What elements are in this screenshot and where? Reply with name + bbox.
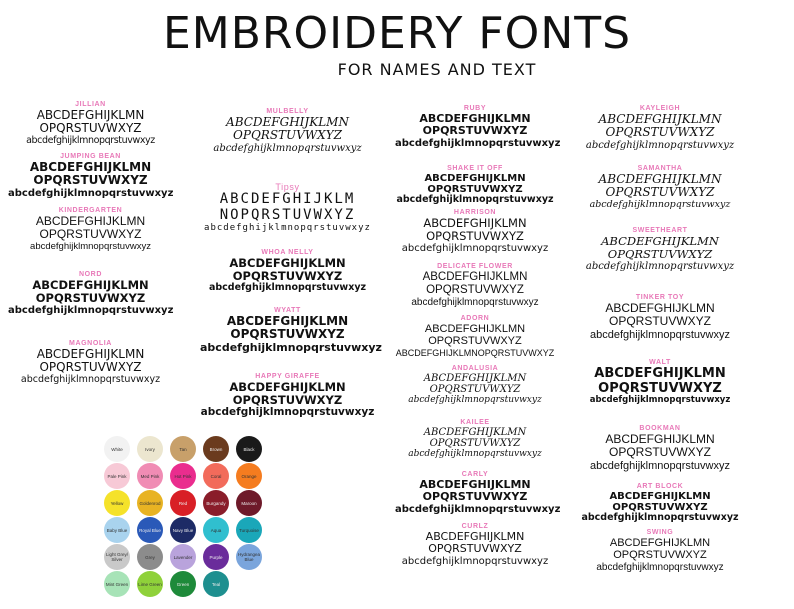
color-swatch-med-pink bbox=[137, 463, 163, 489]
font-sample-uppercase: OPQRSTUVWXYZ bbox=[605, 125, 715, 140]
font-name: WHOA NELLY bbox=[261, 249, 314, 256]
color-swatch-label: Brown bbox=[209, 446, 223, 452]
font-sample-uppercase: OPQRSTUVWXYZ bbox=[39, 360, 142, 375]
color-swatch-orange bbox=[236, 463, 262, 489]
color-swatch-label: Burgandy bbox=[206, 500, 226, 506]
font-sample-uppercase: ABCDEFGHIJKLMN bbox=[605, 301, 715, 315]
font-sample-uppercase: ABCDEFGHIJKLMN bbox=[424, 173, 526, 184]
font-sample-uppercase: ABCDEFGHIJKLMN bbox=[36, 347, 145, 361]
color-swatch-black bbox=[236, 436, 262, 462]
font-sample-uppercase: OPQRSTUVWXYZ bbox=[429, 384, 521, 396]
font-sample-lowercase: abcdefghijklmnopqrstuvwxyz bbox=[8, 187, 174, 199]
font-sample-uppercase: ABCDEFGHIJKLMN bbox=[594, 366, 726, 381]
font-sample-uppercase: OPQRSTUVWXYZ bbox=[232, 392, 343, 407]
page-subtitle: FOR NAMES AND TEXT bbox=[337, 60, 537, 79]
color-swatch-green bbox=[170, 571, 196, 597]
font-sample-lowercase: abcdefghijklmnopqrstuvwxyz bbox=[408, 395, 542, 406]
font-sample-uppercase: OPQRSTUVWXYZ bbox=[232, 268, 343, 283]
font-sample-uppercase: ABCDEFGHIJKLMN bbox=[425, 530, 525, 543]
font-sample-uppercase: OPQRSTUVWXYZ bbox=[429, 438, 521, 450]
color-swatch-brown bbox=[203, 436, 229, 462]
font-sample-uppercase: OPQRSTUVWXYZ bbox=[230, 327, 345, 342]
color-swatch-lavender bbox=[170, 544, 196, 570]
font-sample-uppercase: ABCDEFGHIJKLMN bbox=[226, 314, 349, 328]
font-name: TINKER TOY bbox=[635, 294, 685, 301]
color-swatch-purple bbox=[203, 544, 229, 570]
color-swatch-maroon bbox=[236, 490, 262, 516]
font-sample-lowercase: abcdefghijklmnopqrstuvwxyz bbox=[581, 512, 739, 524]
font-sample-delicate-flower bbox=[395, 262, 555, 308]
font-sample-uppercase: ABCDEFGHIJKLMN bbox=[609, 491, 711, 502]
font-sample-uppercase: OPQRSTUVWXYZ bbox=[608, 445, 711, 460]
font-sample-uppercase: ABCDEFGHIJKLMN bbox=[424, 323, 526, 335]
color-swatch-light-grey-silver bbox=[104, 544, 130, 570]
font-name: DELICATE FLOWER bbox=[437, 263, 513, 270]
font-name: CURLZ bbox=[461, 523, 489, 530]
font-name: SWEETHEART bbox=[632, 227, 688, 234]
font-sample-lowercase: abcdefghijklmnopqrstuvwxyz bbox=[208, 281, 367, 293]
font-name: HARRISON bbox=[453, 209, 497, 216]
font-sample-uppercase: ABCDEFGHIJKLMN bbox=[423, 427, 527, 438]
color-swatch-red bbox=[170, 490, 196, 516]
color-swatch-label: Light Grey/ Silver bbox=[105, 552, 128, 562]
color-swatch-tan bbox=[170, 436, 196, 462]
font-name: MULBELLY bbox=[266, 108, 309, 115]
font-sample-uppercase: ABCDEFGHIJKLMN bbox=[423, 373, 527, 384]
font-name: Tipsy bbox=[275, 182, 300, 192]
color-swatch-label: White bbox=[111, 446, 123, 452]
font-sample-samantha bbox=[580, 164, 740, 211]
font-name: KAYLEIGH bbox=[639, 105, 681, 112]
font-sample-kayleigh bbox=[580, 104, 740, 151]
color-swatch-pale-pink bbox=[104, 463, 130, 489]
color-swatch-label: Baby Blue bbox=[106, 527, 128, 533]
color-swatch-label: Purple bbox=[209, 554, 223, 560]
font-name: HAPPY GIRAFFE bbox=[255, 373, 320, 380]
color-swatch-aqua bbox=[203, 517, 229, 543]
font-name: KAILEE bbox=[460, 419, 490, 426]
font-sample-lowercase: abcdefghijklmnopqrstuvwxyz bbox=[213, 142, 362, 154]
font-sample-lowercase: abcdefghijklmnopqrstuvwxyz bbox=[200, 340, 382, 354]
font-sample-kailee bbox=[395, 418, 555, 459]
font-name: NORD bbox=[78, 271, 102, 278]
font-sample-whoa-nelly bbox=[200, 248, 375, 293]
font-sample-lowercase: abcdefghijklmnopqrstuvwxyz bbox=[408, 449, 542, 460]
color-swatch-label: Yellow bbox=[110, 500, 124, 506]
font-sample-lowercase: abcdefghijklmnopqrstuvwxyz bbox=[200, 405, 375, 418]
color-swatch-mint-green bbox=[104, 571, 130, 597]
color-swatch-label: Aqua bbox=[210, 527, 222, 533]
color-swatch-grey bbox=[137, 544, 163, 570]
font-sample-ruby bbox=[395, 104, 561, 149]
font-sample-lowercase: ABCDEFGHIJKLMNOPQRSTUVWXYZ bbox=[395, 347, 555, 358]
font-sample-lowercase: abcdefghijklmnopqrstuvwxyz bbox=[589, 328, 730, 341]
font-name: WYATT bbox=[274, 307, 301, 314]
color-swatch-label: Grey bbox=[145, 554, 155, 560]
color-swatch-burgandy bbox=[203, 490, 229, 516]
color-swatch-label: Hydrangea Blue bbox=[237, 552, 260, 562]
font-sample-uppercase: OPQRSTUVWXYZ bbox=[39, 121, 142, 136]
color-swatch-label: Hot Pink bbox=[174, 473, 192, 479]
font-sample-lowercase: abcdefghijklmnopqrstuvwxyz bbox=[589, 395, 731, 406]
color-swatch-label: Black bbox=[243, 446, 255, 452]
font-name: JILLIAN bbox=[75, 101, 106, 108]
color-swatch-royal-blue bbox=[137, 517, 163, 543]
font-name: ANDALUSIA bbox=[451, 365, 499, 372]
font-sample-uppercase: ABCDEFGHIJKLMN bbox=[229, 256, 346, 270]
font-name: JUMPING BEAN bbox=[60, 153, 121, 160]
color-swatch-label: Orange bbox=[241, 473, 257, 479]
font-sample-lowercase: abcdefghijklmnopqrstuvwxyz bbox=[26, 134, 155, 146]
font-sample-uppercase: OPQRSTUVWXYZ bbox=[598, 380, 722, 396]
font-sample-uppercase: OPQRSTUVWXYZ bbox=[33, 173, 148, 188]
font-sample-lowercase: abcdefghijklmnopqrstuvwxyz bbox=[20, 373, 161, 385]
color-swatch-label: Lavender bbox=[173, 554, 193, 560]
color-swatch-label: Coral bbox=[210, 473, 222, 479]
page-title: EMBROIDERY FONTS bbox=[162, 8, 632, 59]
color-swatch-label: Navy Blue bbox=[172, 527, 194, 533]
font-sample-lowercase: abcdefghijklmnopqrstuvwxyz bbox=[401, 242, 549, 254]
font-sample-harrison bbox=[395, 208, 555, 254]
font-sample-uppercase: OPQRSTUVWXYZ bbox=[39, 227, 142, 242]
font-name: WALT bbox=[649, 359, 671, 366]
color-swatch-label: Goldenrod bbox=[139, 500, 161, 506]
font-sample-bookman bbox=[580, 424, 740, 472]
font-sample-nord bbox=[8, 270, 173, 316]
font-sample-uppercase: ABCDEFGHIJKLMN bbox=[422, 271, 528, 283]
font-sample-uppercase: ABCDEFGHIJKLMN bbox=[36, 108, 145, 122]
font-sample-happy-giraffe bbox=[200, 372, 375, 419]
color-swatch-label: Red bbox=[178, 500, 188, 506]
font-sample-walt bbox=[580, 358, 740, 406]
font-sample-magnolia bbox=[8, 339, 173, 386]
font-sample-carly bbox=[395, 470, 561, 515]
font-sample-uppercase: ABCDEFGHIJKLM bbox=[219, 191, 356, 207]
color-swatch-lime-green bbox=[137, 571, 163, 597]
font-sample-uppercase: OPQRSTUVWXYZ bbox=[608, 314, 711, 329]
color-swatch-label: Ivory bbox=[145, 446, 155, 452]
font-sample-uppercase: ABCDEFGHIJKLMN bbox=[35, 214, 146, 228]
font-sample-uppercase: OPQRSTUVWXYZ bbox=[422, 490, 528, 504]
color-swatch-turquoise bbox=[236, 517, 262, 543]
color-swatch-ivory bbox=[137, 436, 163, 462]
color-swatch-label: Tan bbox=[179, 446, 187, 452]
font-sample-lowercase: abcdefghijklmnopqrstuvwxyz bbox=[30, 240, 151, 252]
font-sample-lowercase: abcdefghijklmnopqrstuvwxyz bbox=[395, 503, 561, 515]
color-swatch-label: Med Pink bbox=[140, 473, 160, 479]
color-swatch-baby-blue bbox=[104, 517, 130, 543]
font-sample-uppercase: OPQRSTUVWXYZ bbox=[428, 335, 522, 348]
font-sample-tinker-toy bbox=[580, 293, 740, 341]
font-sample-uppercase: OPQRSTUVWXYZ bbox=[607, 246, 713, 261]
font-sample-mulbelly bbox=[205, 107, 370, 154]
font-sample-adorn bbox=[395, 314, 555, 358]
font-sample-uppercase: OPQRSTUVWXYZ bbox=[428, 542, 522, 556]
font-sample-andalusia bbox=[395, 364, 555, 405]
font-sample-uppercase: ABCDEFGHIJKLMN bbox=[229, 380, 346, 394]
font-sample-lowercase: abcdefghijklmnopqrstuvwxyz bbox=[396, 194, 554, 206]
color-swatch-label: Teal bbox=[211, 581, 221, 587]
font-sample-lowercase: abcdefghijklmnopqrstuvwxyz bbox=[204, 223, 371, 234]
font-sample-tipsy bbox=[200, 183, 375, 233]
color-swatch-label: Green bbox=[176, 581, 190, 587]
color-swatch-coral bbox=[203, 463, 229, 489]
color-swatch-hydrangea-blue bbox=[236, 544, 262, 570]
color-swatch-label: Mint Green bbox=[105, 581, 129, 587]
font-sample-sweetheart bbox=[580, 226, 740, 272]
font-sample-uppercase: OPQRSTUVWXYZ bbox=[612, 502, 708, 514]
font-sample-lowercase: abcdefghijklmnopqrstuvwxyz bbox=[585, 139, 735, 151]
font-sample-uppercase: ABCDEFGHIJKLMN bbox=[423, 216, 527, 230]
font-sample-lowercase: abcdefghijklmnopqrstuvwxyz bbox=[395, 137, 561, 149]
font-name: MAGNOLIA bbox=[69, 340, 112, 347]
font-name: SAMANTHA bbox=[637, 165, 683, 172]
font-name: SWING bbox=[646, 529, 674, 536]
font-name: SHAKE IT OFF bbox=[447, 165, 503, 172]
color-swatch-yellow bbox=[104, 490, 130, 516]
font-sample-lowercase: abcdefghijklmnopqrstuvwxyz bbox=[596, 561, 724, 573]
font-name: RUBY bbox=[463, 105, 487, 112]
color-swatch-hot-pink bbox=[170, 463, 196, 489]
color-swatch-white bbox=[104, 436, 130, 462]
font-sample-uppercase: OPQRSTUVWXYZ bbox=[613, 549, 707, 562]
font-sample-uppercase: ABCDEFGHIJKLMN bbox=[29, 160, 152, 174]
font-sample-uppercase: OPQRSTUVWXYZ bbox=[233, 128, 342, 143]
font-sample-uppercase: OPQRSTUVWXYZ bbox=[426, 228, 524, 243]
font-sample-lowercase: abcdefghijklmnopqrstuvwxyz bbox=[411, 296, 539, 308]
font-sample-uppercase: ABCDEFGHIJKLMN bbox=[605, 432, 715, 446]
font-sample-lowercase: abcdefghijklmnopqrstuvwxyz bbox=[8, 304, 174, 316]
color-swatch-label: Maroon bbox=[241, 500, 257, 506]
color-swatch-goldenrod bbox=[137, 490, 163, 516]
color-swatch-label: Turquoise bbox=[239, 527, 259, 533]
font-sample-uppercase: OPQRSTUVWXYZ bbox=[422, 124, 528, 138]
color-swatch-teal bbox=[203, 571, 229, 597]
font-sample-wyatt bbox=[200, 306, 382, 354]
font-sample-uppercase: OPQRSTUVWXYZ bbox=[426, 283, 524, 296]
font-sample-jumping-bean bbox=[8, 152, 173, 199]
font-sample-uppercase: ABCDEFGHIJKLMN bbox=[419, 112, 531, 125]
font-sample-uppercase: ABCDEFGHIJKLMN bbox=[598, 112, 722, 126]
font-sample-lowercase: abcdefghijklmnopqrstuvwxyz bbox=[589, 459, 730, 472]
color-swatch-navy-blue bbox=[170, 517, 196, 543]
font-sample-uppercase: ABCDEFGHIJKLMN bbox=[609, 537, 711, 549]
font-sample-uppercase: OPQRSTUVWXYZ bbox=[35, 290, 146, 305]
font-sample-curlz bbox=[395, 522, 555, 567]
font-sample-swing bbox=[580, 528, 740, 573]
font-sample-uppercase: OPQRSTUVWXYZ bbox=[605, 185, 715, 200]
font-sample-jillian bbox=[8, 100, 173, 147]
font-name: CARLY bbox=[461, 471, 489, 478]
font-sample-uppercase: NOPQRSTUVWXYZ bbox=[219, 206, 356, 223]
color-swatch-label: Royal Blue bbox=[139, 527, 161, 533]
font-sample-lowercase: abcdefghijklmnopqrstuvwxyz bbox=[589, 198, 731, 210]
font-name: KINDERGARTEN bbox=[58, 207, 123, 214]
font-sample-kindergarten bbox=[8, 206, 173, 253]
color-swatch-label: Pale Pink bbox=[107, 473, 127, 479]
font-name: ART BLOCK bbox=[636, 483, 684, 490]
font-sample-shake-it-off bbox=[395, 164, 555, 206]
font-name: BOOKMAN bbox=[639, 425, 681, 432]
font-sample-uppercase: ABCDEFGHIJKLMN bbox=[601, 234, 719, 248]
font-sample-art-block bbox=[580, 482, 740, 524]
font-sample-lowercase: abcdefghijklmnopqrstuvwxyz bbox=[401, 555, 549, 567]
font-sample-uppercase: ABCDEFGHIJKLMN bbox=[419, 478, 531, 491]
font-name: ADORN bbox=[460, 315, 490, 322]
font-sample-lowercase: abcdefghijklmnopqrstuvwxyz bbox=[585, 260, 735, 272]
font-sample-uppercase: ABCDEFGHIJKLMN bbox=[226, 115, 349, 129]
font-sample-uppercase: OPQRSTUVWXYZ bbox=[427, 184, 523, 196]
font-sample-uppercase: ABCDEFGHIJKLMN bbox=[32, 278, 149, 292]
color-swatch-label: Lime Green bbox=[138, 581, 162, 587]
font-sample-uppercase: ABCDEFGHIJKLMN bbox=[598, 172, 722, 186]
